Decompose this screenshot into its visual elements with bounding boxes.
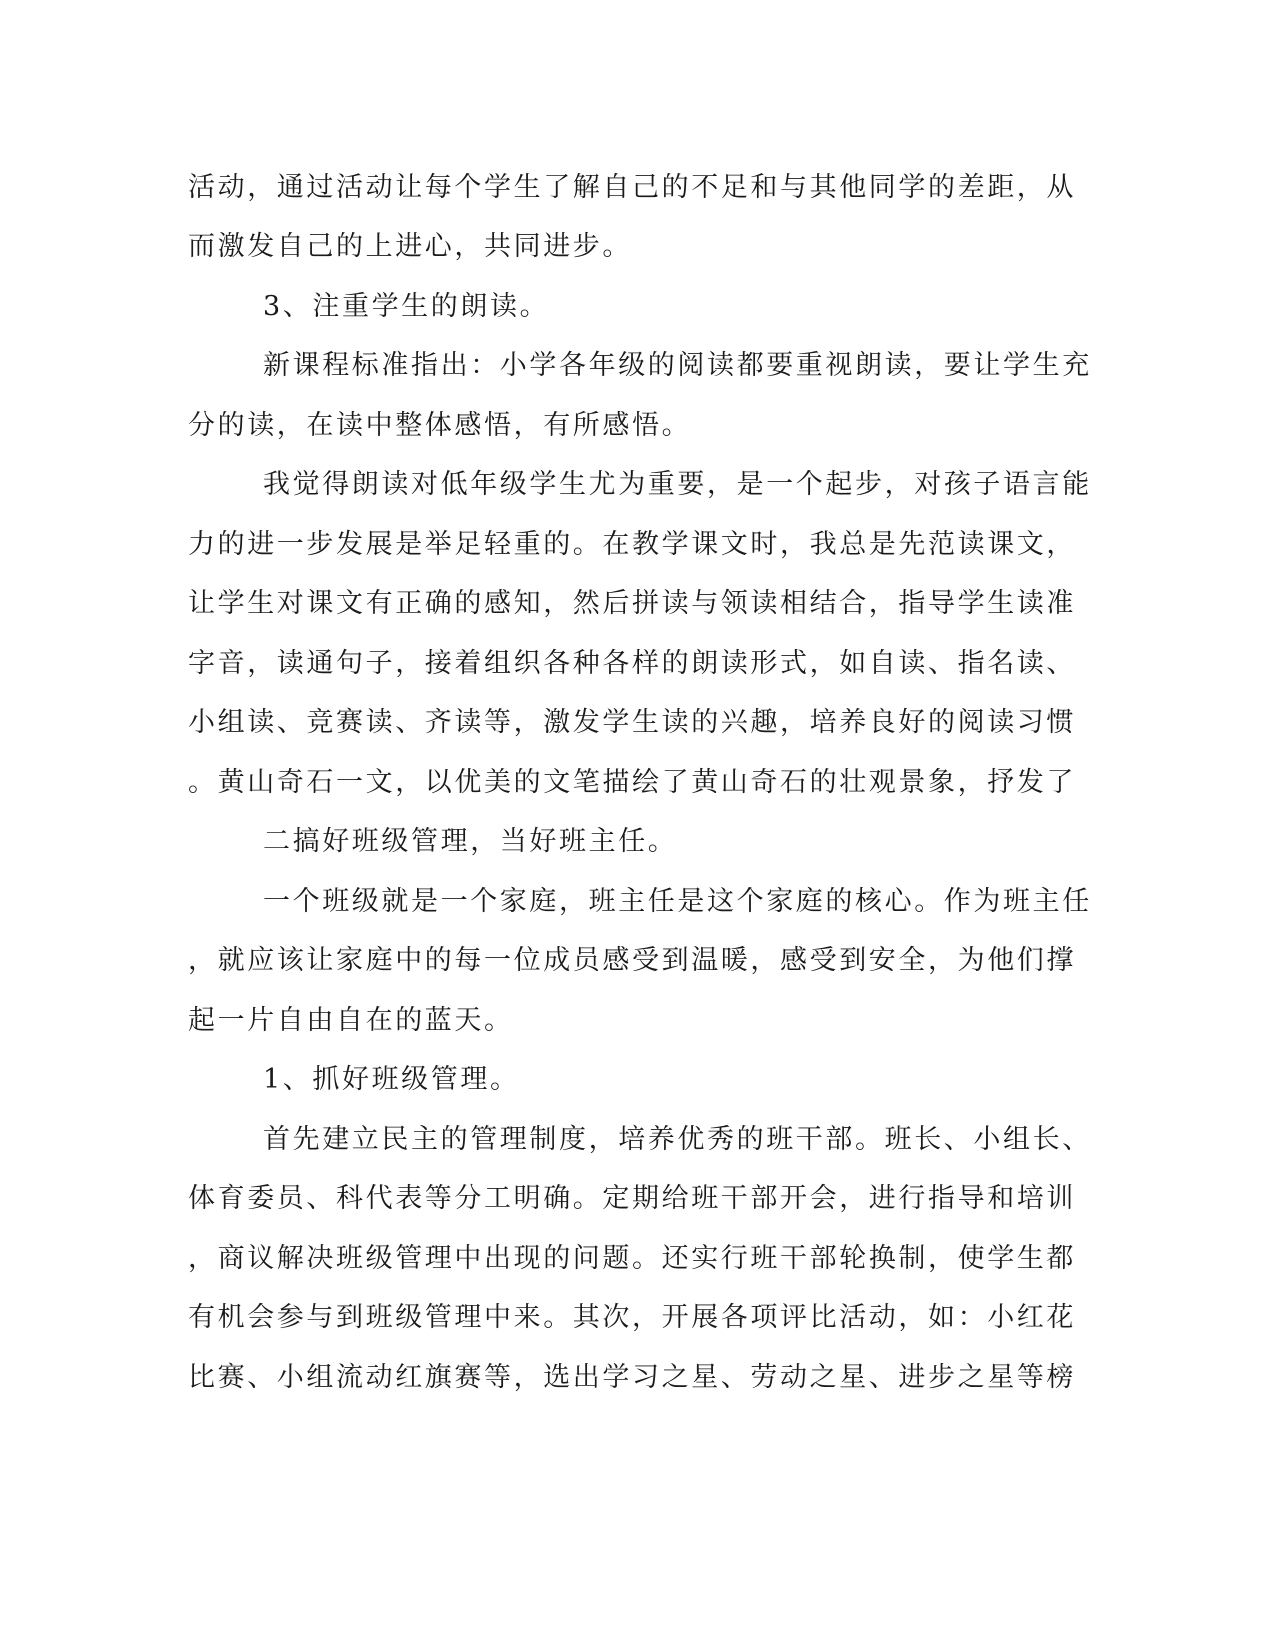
- section-heading-3: 3、注重学生的朗读。: [263, 291, 550, 322]
- text-line-19: ，商议解决班级管理中出现的问题。还实行班干部轮换制，使学生都: [188, 1243, 1076, 1274]
- text-line-10: 小组读、竞赛读、齐读等，激发学生读的兴趣，培养良好的阅读习惯: [188, 707, 1076, 738]
- text-line-13: 一个班级就是一个家庭，班主任是这个家庭的核心。作为班主任: [263, 886, 1092, 917]
- text-line-18: 体育委员、科代表等分工明确。定期给班干部开会，进行指导和培训: [188, 1183, 1076, 1214]
- text-line-15: 起一片自由自在的蓝天。: [188, 1005, 514, 1036]
- text-line-9: 字音，读通句子，接着组织各种各样的朗读形式，如自读、指名读、: [188, 648, 1076, 679]
- text-line-4: 新课程标准指出：小学各年级的阅读都要重视朗读，要让学生充: [263, 350, 1092, 381]
- section-heading-2: 二搞好班级管理，当好班主任。: [263, 826, 678, 857]
- text-line-17: 首先建立民主的管理制度，培养优秀的班干部。班长、小组长、: [263, 1124, 1092, 1155]
- section-heading-1: 1、抓好班级管理。: [263, 1064, 520, 1095]
- text-line-20: 有机会参与到班级管理中来。其次，开展各项评比活动，如：小红花: [188, 1302, 1076, 1333]
- text-line-14: ，就应该让家庭中的每一位成员感受到温暖，感受到安全，为他们撑: [188, 945, 1076, 976]
- text-line-21: 比赛、小组流动红旗赛等，选出学习之星、劳动之星、进步之星等榜: [188, 1362, 1076, 1393]
- text-line-8: 让学生对课文有正确的感知，然后拼读与领读相结合，指导学生读准: [188, 588, 1076, 619]
- text-line-5: 分的读，在读中整体感悟，有所感悟。: [188, 410, 692, 441]
- text-line-1: 活动，通过活动让每个学生了解自己的不足和与其他同学的差距，从: [188, 172, 1076, 203]
- text-line-2: 而激发自己的上进心，共同进步。: [188, 231, 632, 262]
- text-line-6: 我觉得朗读对低年级学生尤为重要，是一个起步，对孩子语言能: [263, 469, 1092, 500]
- text-line-11: 。黄山奇石一文，以优美的文笔描绘了黄山奇石的壮观景象，抒发了: [188, 767, 1076, 798]
- text-line-7: 力的进一步发展是举足轻重的。在教学课文时，我总是先范读课文，: [188, 529, 1076, 560]
